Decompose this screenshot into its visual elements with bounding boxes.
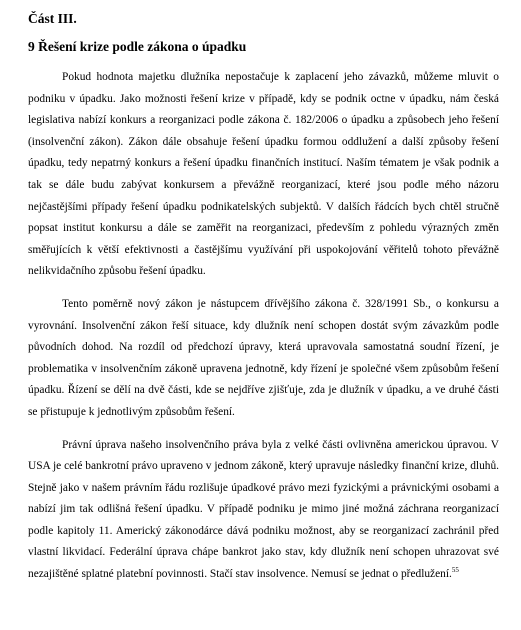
paragraph-3-text: Právní úprava našeho insolvenčního práva byla z velké části ovlivněna americkou úpravou. V USA je celé bankrotní právo upraveno v jednom zákoně, který upravuje následky finanční krize, dluhů. Stejně jako v našem právním řádu rozlišuje úpadkové právo mezi fyzickými a právnickými osobami a nabízí jim tak odlišná řešení úpadku. V případě podniku je mimo jiné možná záchrana reorganizací podle kapitoly 11. Americký zákonodárce dává podniku možnost, aby se reorganizací zachránil před vlastní likvidací. Federální úprava chápe bankrot jako stav, kdy dlužník není schopen uhrazovat své nezajištěné splatné platební povinnosti. Stačí stav insolvence. Nemusí se jednat o předlužení.	[28, 438, 499, 581]
paragraph-2	[28, 294, 499, 424]
paragraph-3	[28, 435, 499, 586]
footnote-reference[interactable]: 55	[451, 566, 459, 575]
paragraph-1	[28, 67, 499, 283]
paragraph-2-text: Tento poměrně nový zákon je nástupcem dřívějšího zákona č. 328/1991 Sb., o konkursu a vyrovnání. Insolvenční zákon řeší situace, kdy dlužník není schopen dostát svým závazkům podle původních dohod. Na rozdíl od předchozí úpravy, která upravovala samostatná soudní řízení, je problematika v insolvenčním zákoně upravena jednotně, kdy řízení je společné všem způsobům řešení úpadku. Řízení se dělí na dvě části, kde se nejdříve zjišťuje, zda je dlužník v úpadku, a ve druhé části se přistupuje k jednotlivým způsobům řešení.	[28, 297, 499, 418]
paragraph-1-text: Pokud hodnota majetku dlužníka nepostačuje k zaplacení jeho závazků, můžeme mluvit o podniku v úpadku. Jako možnosti řešení krize v případě, kdy se podnik octne v úpadku, nám česká legislativa nabízí konkurs a reorganizaci podle zákona č. 182/2006 o úpadku a způsobech jeho řešení (insolvenční zákon). Zákon dále obsahuje řešení úpadku formou oddlužení a další způsoby řešení úpadku, tedy nepatrný konkurs a řešení úpadku finančních institucí. Naším tématem je však podnik a tak se dále budu zabývat konkursem a převážně reorganizací, které jsou podle mého názoru nejčastějšími případy řešení úpadku podnikatelských subjektů. V dalších řádcích bych chtěl stručně popsat institut konkursu a dále se zaměřit na reorganizaci, především z pohledu výrazných změn směřujících k větší efektivnosti a častějšímu využívání při uspokojování věřitelů tohoto převážně nelikvidačního způsobu řešení úpadku.	[28, 71, 499, 278]
chapter-heading: 9 Řešení krize podle zákona o úpadku	[28, 39, 247, 54]
part-heading: Část III.	[28, 11, 77, 26]
